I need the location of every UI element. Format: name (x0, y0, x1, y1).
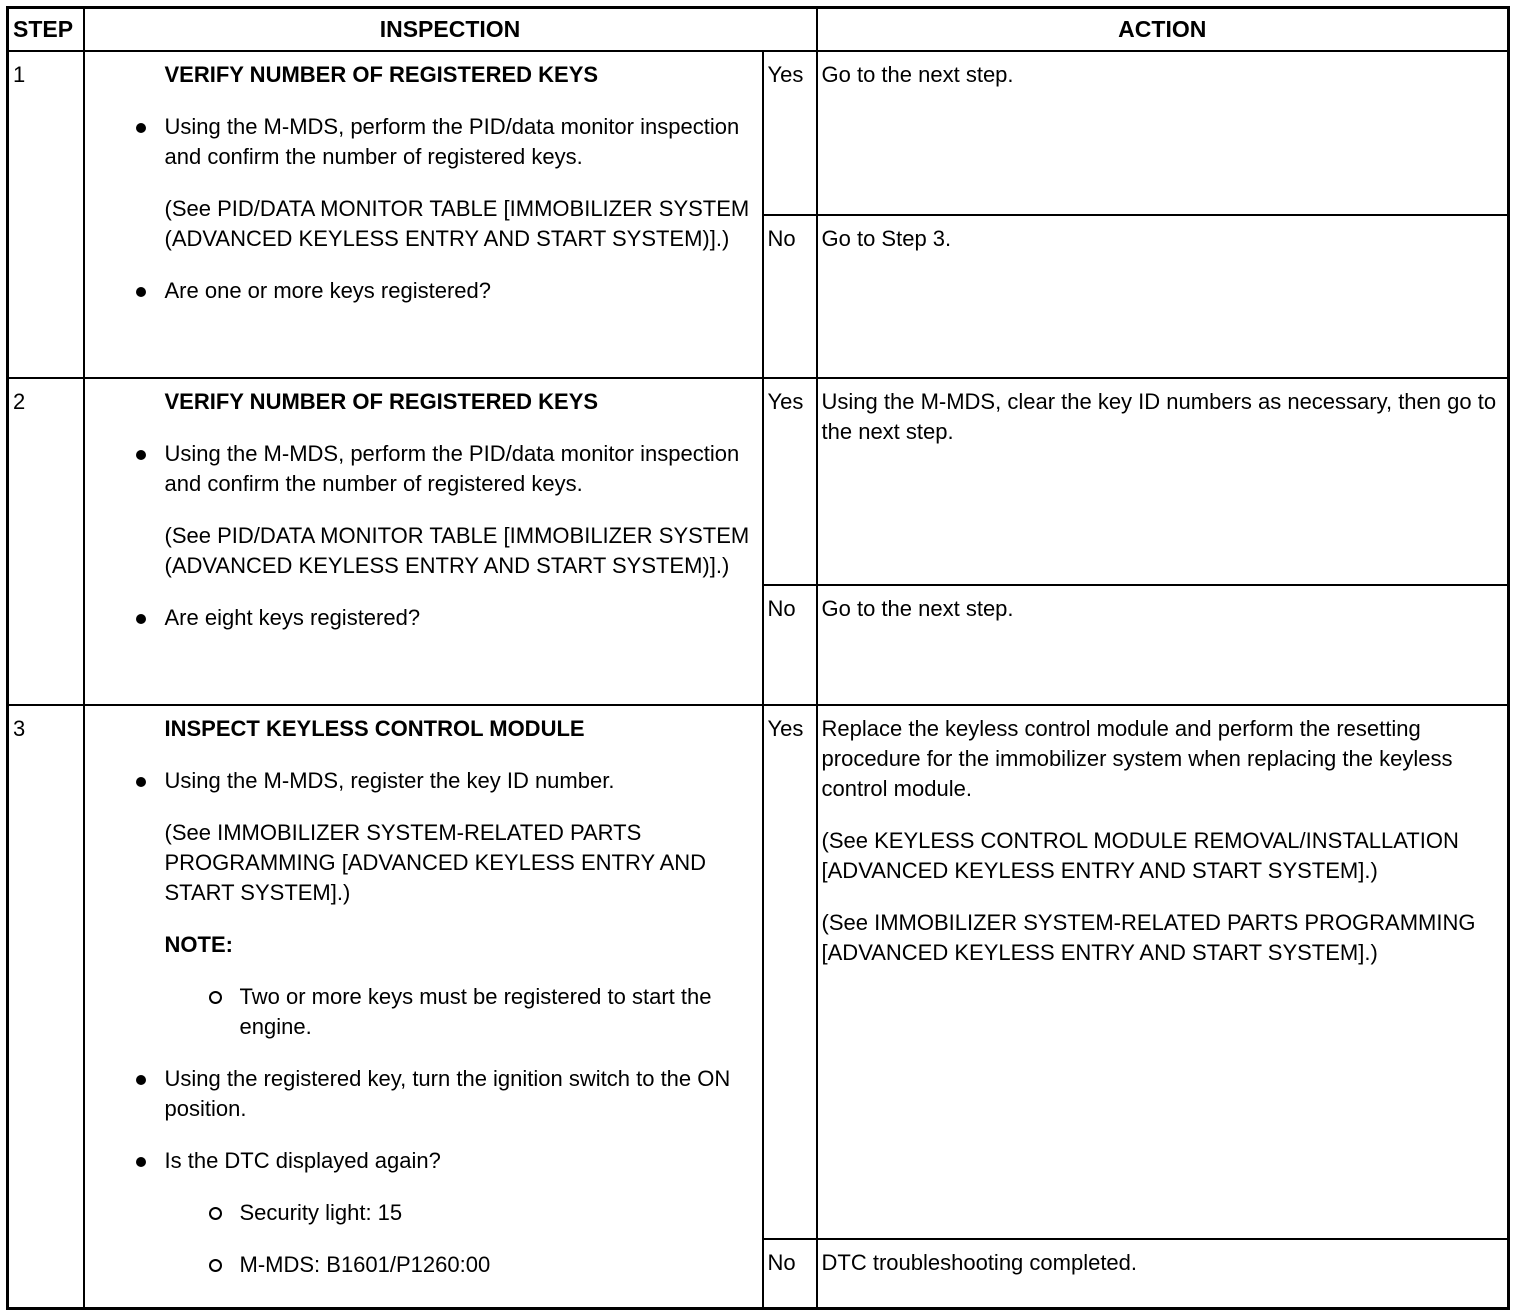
bullet-icon (136, 123, 146, 133)
header-step: STEP (8, 8, 84, 52)
no-action: Go to the next step. (817, 585, 1509, 705)
yes-label: Yes (763, 705, 817, 1239)
question-item: Are one or more keys registered? (85, 276, 754, 306)
note-label: NOTE: (164, 932, 233, 957)
no-action: DTC troubleshooting completed. (817, 1239, 1509, 1308)
question-item: Are eight keys registered? (85, 603, 754, 633)
bullet-icon (136, 1075, 146, 1085)
circle-bullet-icon (209, 991, 222, 1004)
action-paragraph: Replace the keyless control module and perform the resetting procedure for the immobilizer system when replacing the keyless control module. (821, 716, 1453, 801)
step-2-inspection (84, 378, 763, 705)
action-reference: (See KEYLESS CONTROL MODULE REMOVAL/INSTALLATION [ADVANCED KEYLESS ENTRY AND START SYSTEM].) (821, 828, 1459, 883)
bullet-icon (136, 450, 146, 460)
reference-text: (See PID/DATA MONITOR TABLE [IMMOBILIZER SYSTEM (ADVANCED KEYLESS ENTRY AND START SYSTEM)].) (164, 523, 750, 578)
question-item: Is the DTC displayed again? (85, 1146, 754, 1176)
note-item: Two or more keys must be registered to start the engine. (85, 982, 754, 1042)
yes-label: Yes (763, 378, 817, 585)
step-1-inspection (84, 51, 763, 378)
no-label: No (763, 1239, 817, 1308)
bullet-item: Using the M-MDS, perform the PID/data monitor inspection and confirm the number of registered keys. (85, 112, 754, 172)
bullet-icon (136, 287, 146, 297)
header-row (8, 8, 1509, 52)
step-title: INSPECT KEYLESS CONTROL MODULE (164, 716, 585, 741)
bullet-item: Using the M-MDS, register the key ID number. (85, 766, 754, 796)
step-3-inspection (84, 705, 763, 1308)
header-action: ACTION (817, 8, 1509, 52)
step-3-yes-row (8, 705, 1509, 1239)
reference-text: (See IMMOBILIZER SYSTEM-RELATED PARTS PROGRAMMING [ADVANCED KEYLESS ENTRY AND START SYSTEM].) (164, 820, 707, 905)
step-title: VERIFY NUMBER OF REGISTERED KEYS (164, 389, 599, 414)
no-action: Go to Step 3. (817, 215, 1509, 378)
reference-text: (See PID/DATA MONITOR TABLE [IMMOBILIZER SYSTEM (ADVANCED KEYLESS ENTRY AND START SYSTEM)].) (164, 196, 750, 251)
bullet-icon (136, 777, 146, 787)
no-label: No (763, 215, 817, 378)
no-label: No (763, 585, 817, 705)
step-number: 3 (8, 705, 84, 1308)
sub-item: Security light: 15 (85, 1198, 754, 1228)
step-title: VERIFY NUMBER OF REGISTERED KEYS (164, 62, 599, 87)
bullet-icon (136, 1157, 146, 1167)
header-inspection: INSPECTION (84, 8, 817, 52)
yes-action (817, 705, 1509, 1239)
circle-bullet-icon (209, 1207, 222, 1220)
sub-item: M-MDS: B1601/P1260:00 (85, 1250, 754, 1280)
yes-label: Yes (763, 51, 817, 215)
yes-action: Using the M-MDS, clear the key ID numbers as necessary, then go to the next step. (817, 378, 1509, 585)
step-2-yes-row (8, 378, 1509, 585)
step-1-yes-row (8, 51, 1509, 215)
bullet-icon (136, 614, 146, 624)
step-number: 1 (8, 51, 84, 378)
bullet-item: Using the registered key, turn the ignition switch to the ON position. (85, 1064, 754, 1124)
circle-bullet-icon (209, 1259, 222, 1272)
step-number: 2 (8, 378, 84, 705)
action-reference: (See IMMOBILIZER SYSTEM-RELATED PARTS PROGRAMMING [ADVANCED KEYLESS ENTRY AND START SYSTEM].) (821, 910, 1476, 965)
diagnostic-procedure-table (6, 6, 1510, 1310)
yes-action: Go to the next step. (817, 51, 1509, 215)
bullet-item: Using the M-MDS, perform the PID/data monitor inspection and confirm the number of registered keys. (85, 439, 754, 499)
